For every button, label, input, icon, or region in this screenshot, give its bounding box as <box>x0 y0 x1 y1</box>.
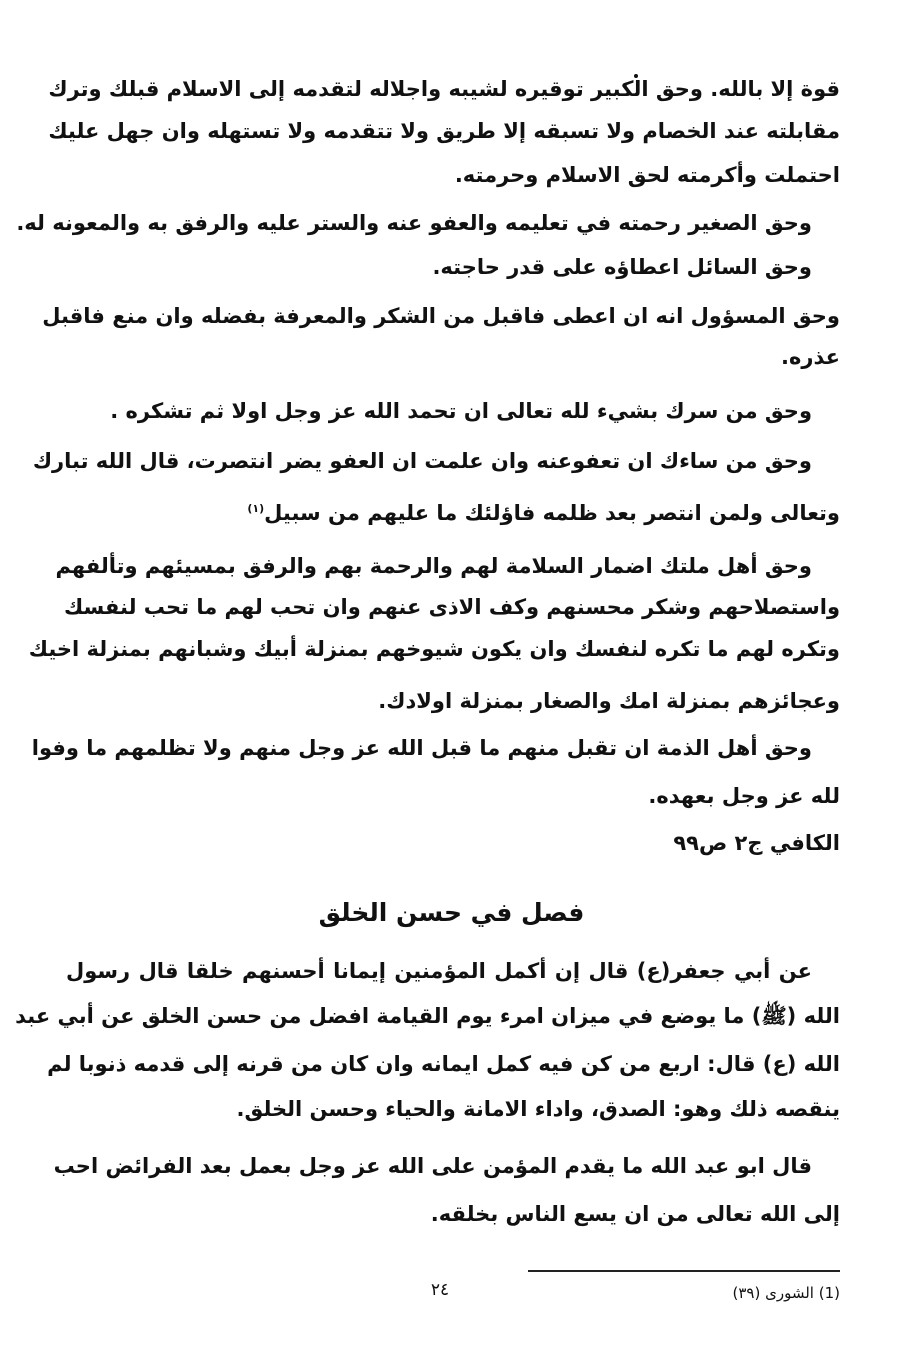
text-line: إلى الله تعالى من ان يسع الناس بخلقه. <box>430 1202 840 1226</box>
text-line: وحق أهل ملتك اضمار السلامة لهم والرحمة بهم والرفق بمسيئهم وتألفهم <box>55 554 812 578</box>
text-line: وحق المسؤول انه ان اعطى فاقبل من الشكر والمعرفة بفضله وان منع فاقبل <box>42 304 840 328</box>
text-line: وعجائزهم بمنزلة امك والصغار بمنزلة اولادك. <box>378 689 840 713</box>
footnote-marker: (١) <box>247 502 265 515</box>
text-line: لله عز وجل بعهده. <box>648 784 840 808</box>
text-line: الله (ع) قال: اربع من كن فيه كمل ايمانه وان كان من قرنه إلى قدمه ذنوبا لم <box>47 1052 840 1076</box>
text-line: وحق أهل الذمة ان تقبل منهم ما قبل الله عز وجل منهم ولا تظلمهم ما وفوا <box>31 736 812 760</box>
footnote: (1) الشورى (٣٩) <box>732 1284 840 1302</box>
text-line: وحق الصغير رحمته في تعليمه والعفو عنه والستر عليه والرفق به والمعونه له. <box>16 211 812 235</box>
text-line: قال ابو عبد الله ما يقدم المؤمن على الله عز وجل بعمل بعد الفرائض احب <box>53 1154 812 1178</box>
text-line: عن أبي جعفر(ع) قال إن أكمل المؤمنين إيمانا أحسنهم خلقا قال رسول <box>66 959 812 983</box>
text-line: وحق من ساءك ان تعفوعنه وان علمت ان العفو يضر انتصرت، قال الله تبارك <box>32 449 812 473</box>
text-line <box>66 494 840 528</box>
source-citation: الكافي ج٢ ص٩٩ <box>673 831 840 855</box>
text-line: ينقصه ذلك وهو: الصدق، واداء الامانة والحياء وحسن الخلق. <box>236 1097 840 1121</box>
text-line: قوة إلا بالله. وحق الكبير توقيره لشيبه واجلاله لتقدمه إلى الاسلام قبلك وترك <box>48 77 840 101</box>
section-heading: فصل في حسن الخلق <box>318 898 585 927</box>
footnote-divider <box>528 1270 840 1272</box>
text-line: مقابلته عند الخصام ولا تسبقه إلا طريق ولا تتقدمه ولا تستهله وان جهل عليك <box>48 119 840 143</box>
text-line: الله (ﷺ) ما يوضع في ميزان امرء يوم القيامة افضل من حسن الخلق عن أبي عبد <box>15 1004 840 1028</box>
text-line: عذره. <box>781 345 840 369</box>
text-line: واستصلاحهم وشكر محسنهم وكف الاذى عنهم وان تحب لهم ما تحب لنفسك <box>63 595 840 619</box>
text-line: وتكره لهم ما تكره لنفسك وان يكون شيوخهم بمنزلة أبيك وشبانهم بمنزلة اخيك <box>28 637 840 661</box>
text-line: وحق السائل اعطاؤه على قدر حاجته. <box>432 255 812 279</box>
page-number: ٢٤ <box>430 1280 450 1300</box>
text-line: احتملت وأكرمته لحق الاسلام وحرمته. <box>454 163 840 187</box>
text-line-content: وتعالى ولمن انتصر بعد ظلمه فاؤلئك ما عليهم من سبيل <box>264 501 840 525</box>
text-line: وحق من سرك بشيء لله تعالى ان تحمد الله عز وجل اولا ثم تشكره . <box>110 399 812 423</box>
